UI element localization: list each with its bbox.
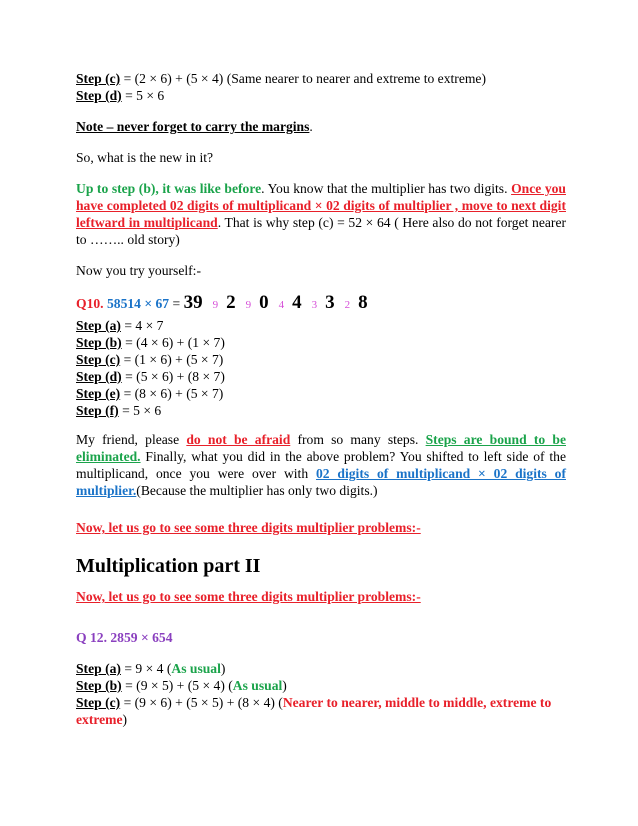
step-text: = (8 × 6) + (5 × 7) bbox=[120, 386, 224, 401]
carry-digit: 9 bbox=[212, 299, 219, 311]
step-comment: As usual bbox=[171, 661, 221, 676]
step-label: Step (f) bbox=[76, 403, 119, 418]
step-label: Step (a) bbox=[76, 661, 121, 676]
para-text: (Because the multiplier has only two digits.) bbox=[136, 483, 378, 498]
q10-header bbox=[76, 291, 566, 317]
answer-digit: 0 bbox=[259, 292, 269, 313]
q10-step-line bbox=[76, 351, 566, 368]
q10-answer-digits bbox=[183, 292, 368, 313]
step-text: = (5 × 6) + (8 × 7) bbox=[121, 369, 225, 384]
step-text: = (1 × 6) + (5 × 7) bbox=[120, 352, 224, 367]
q10-step-line bbox=[76, 334, 566, 351]
red-phrase: do not be afraid bbox=[186, 432, 291, 447]
q12-steps bbox=[76, 660, 566, 728]
carry-digit: 4 bbox=[278, 299, 285, 311]
step-label: Step (d) bbox=[76, 369, 122, 384]
step-text: = (2 × 6) + (5 × 4) (Same nearer to nearer and extreme to extreme) bbox=[120, 71, 486, 86]
section-link-1: Now, let us go to see some three digits multiplier problems:- bbox=[76, 520, 421, 535]
carry-digit: 2 bbox=[344, 299, 351, 311]
q12-label: Q 12. bbox=[76, 630, 107, 645]
step-text: ) bbox=[122, 712, 128, 727]
q10-step-line bbox=[76, 385, 566, 402]
blue-phrase: 02 digits of multiplicand × 02 digits of multiplier. bbox=[76, 466, 566, 498]
step-label: Step (e) bbox=[76, 386, 121, 401]
note-line bbox=[76, 118, 566, 135]
carry-digit: 9 bbox=[245, 299, 252, 311]
note-period: . bbox=[309, 119, 313, 134]
paragraph-1 bbox=[76, 180, 566, 248]
step-text: = 5 × 6 bbox=[121, 88, 165, 103]
para-text: Finally, what you did in the above problem? You shifted to left side of the multiplicand, once you were over with bbox=[76, 449, 566, 481]
step-text: = (9 × 5) + (5 × 4) ( bbox=[121, 678, 233, 693]
step-text: = 5 × 6 bbox=[118, 403, 162, 418]
section-link-2: Now, let us go to see some three digits multiplier problems:- bbox=[76, 589, 421, 604]
para-text: . You know that the multiplier has two digits. bbox=[261, 181, 512, 196]
step-text: = 9 × 4 ( bbox=[120, 661, 172, 676]
q10-label: Q10. bbox=[76, 296, 104, 311]
para-text: My friend, please bbox=[76, 432, 187, 447]
step-text: = (4 × 6) + (1 × 7) bbox=[121, 335, 225, 350]
note-text: Note – never forget to carry the margins bbox=[76, 119, 310, 134]
answer-digit: 4 bbox=[292, 292, 302, 313]
green-phrase: Steps are bound to be eliminated. bbox=[76, 432, 566, 464]
red-phrase: Once you have completed 02 digits of multiplicand × 02 digits of multiplier , move to next digit leftward in multiplicand bbox=[76, 181, 566, 230]
q12-step-line bbox=[76, 677, 566, 694]
answer-digit: 2 bbox=[226, 292, 236, 313]
q12-step-line bbox=[76, 660, 566, 677]
step-label: Step (c) bbox=[76, 71, 121, 86]
step-label: Step (c) bbox=[76, 352, 121, 367]
step-d-line bbox=[76, 87, 566, 104]
q10-step-line bbox=[76, 368, 566, 385]
step-text: ) bbox=[282, 678, 287, 693]
document-page bbox=[76, 70, 566, 728]
para-text: from so many steps. bbox=[290, 432, 426, 447]
paragraph-2 bbox=[76, 431, 566, 499]
step-c-line bbox=[76, 70, 566, 87]
so-what-line: So, what is the new in it? bbox=[76, 150, 214, 165]
answer-digit: 8 bbox=[358, 292, 368, 313]
carry-digit: 3 bbox=[311, 299, 318, 311]
answer-digit: 39 bbox=[183, 292, 203, 313]
q10-equals: = bbox=[169, 296, 184, 311]
q10-step-line bbox=[76, 402, 566, 419]
answer-digit: 3 bbox=[325, 292, 335, 313]
para-text: . That is why step (c) = 52 × 64 ( Here also do not forget nearer to …….. old story) bbox=[76, 215, 567, 247]
q10-steps bbox=[76, 317, 566, 419]
step-label: Step (d) bbox=[76, 88, 122, 103]
green-phrase: Up to step (b), it was like before bbox=[76, 181, 262, 196]
step-text: = 4 × 7 bbox=[120, 318, 164, 333]
step-label: Step (b) bbox=[76, 678, 122, 693]
q10-step-line bbox=[76, 317, 566, 334]
step-comment: As usual bbox=[232, 678, 283, 693]
q12-header bbox=[76, 629, 566, 646]
step-label: Step (c) bbox=[76, 695, 121, 710]
step-comment: Nearer to nearer, middle to middle, extreme to extreme bbox=[76, 695, 552, 727]
step-label: Step (a) bbox=[76, 318, 121, 333]
step-text: ) bbox=[220, 661, 226, 676]
q10-problem: 58514 × 67 bbox=[103, 296, 170, 311]
section-title: Multiplication part II bbox=[76, 555, 261, 577]
step-label: Step (b) bbox=[76, 335, 122, 350]
now-try-line: Now you try yourself:- bbox=[76, 263, 201, 278]
step-text: = (9 × 6) + (5 × 5) + (8 × 4) ( bbox=[120, 695, 283, 710]
q12-problem: 2859 × 654 bbox=[106, 630, 173, 645]
q12-step-line bbox=[76, 694, 566, 728]
